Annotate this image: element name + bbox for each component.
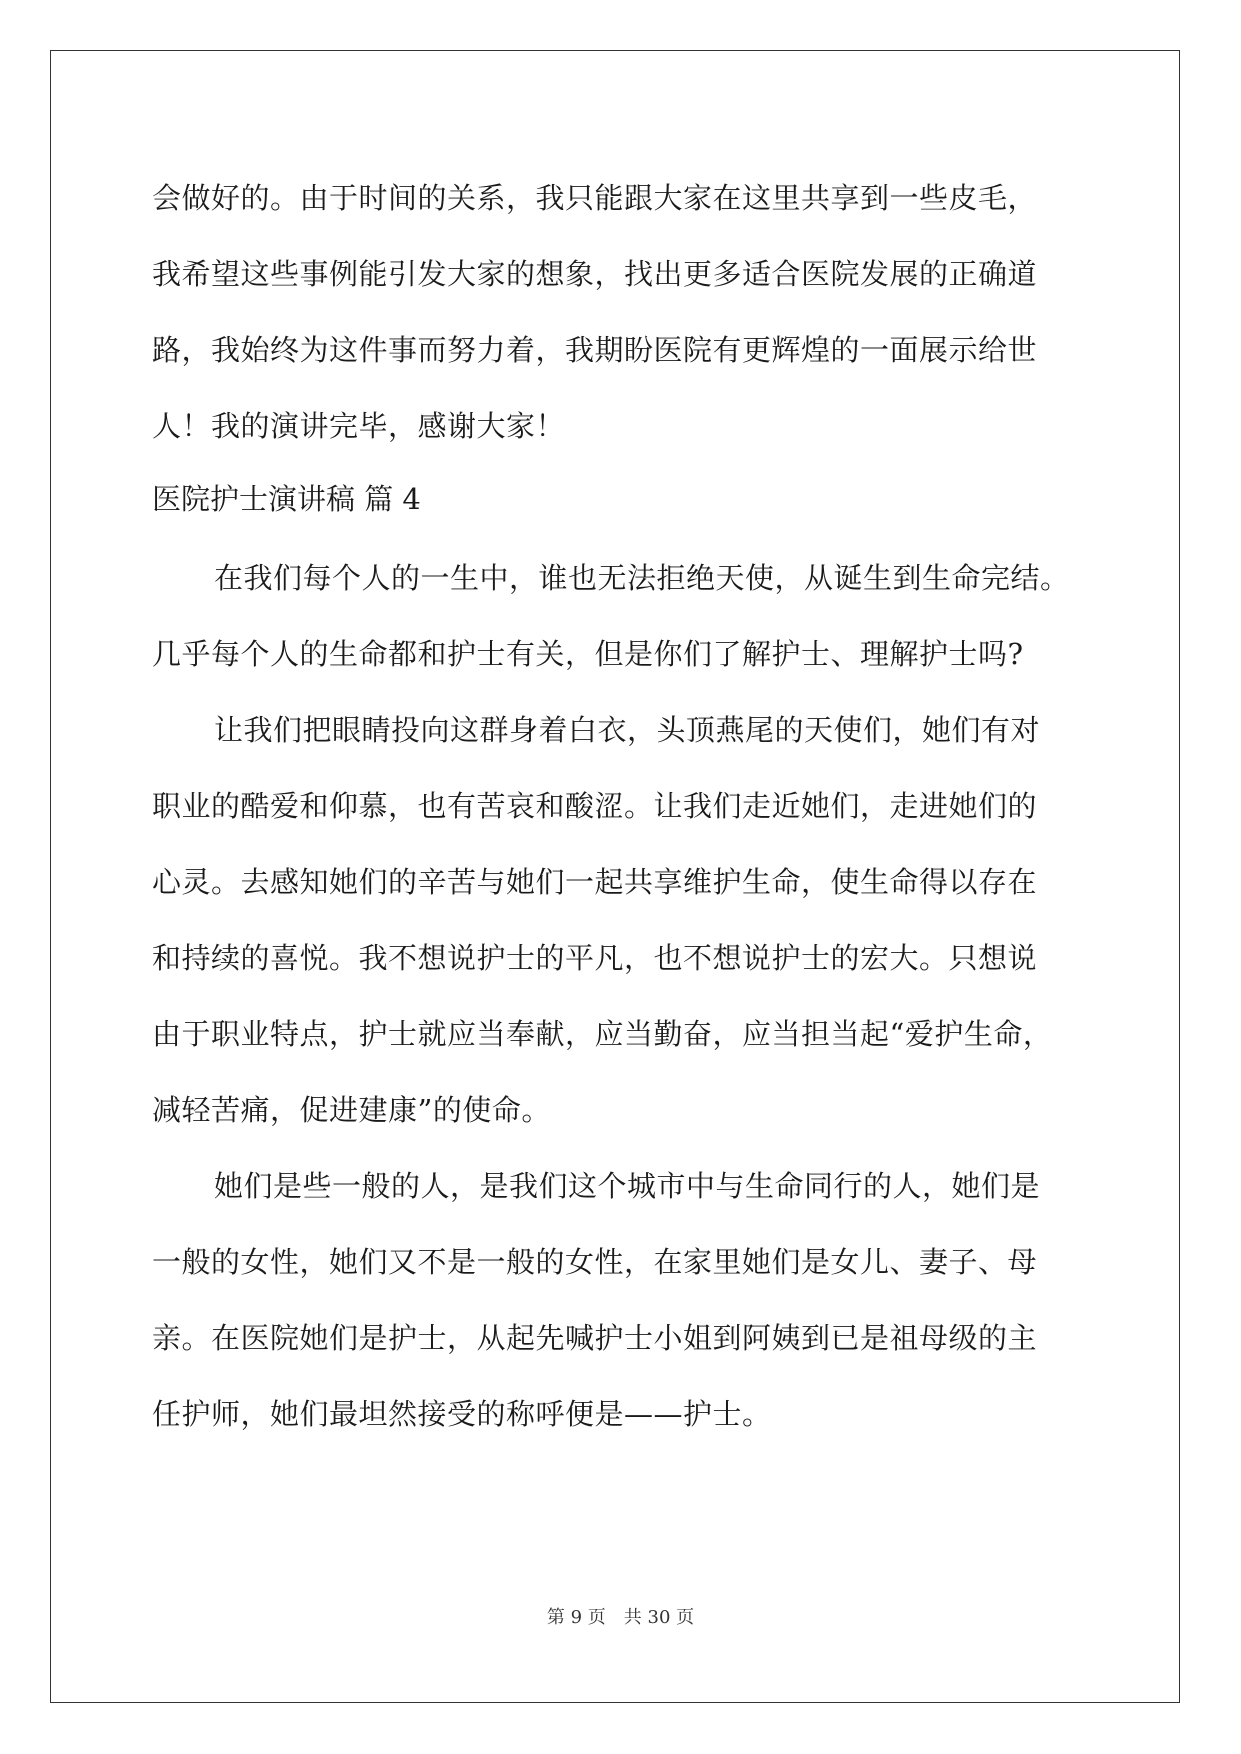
page-number-footer: 第 9 页 共 30 页 <box>546 1607 695 1628</box>
text-line: 让我们把眼睛投向这群身着白衣，头顶燕尾的天使们，她们有对 <box>214 713 1041 747</box>
text-line: 减轻苦痛，促进建康”的使命。 <box>152 1093 551 1127</box>
text-line: 职业的酷爱和仰慕，也有苦哀和酸涩。让我们走近她们，走进她们的 <box>152 789 1038 823</box>
text-line: 人！我的演讲完毕，感谢大家！ <box>152 409 566 443</box>
text-line: 在我们每个人的一生中，谁也无法拒绝天使，从诞生到生命完结。 <box>214 561 1070 595</box>
paragraph-1 <box>152 540 1092 692</box>
paragraph-2 <box>152 692 1092 1148</box>
text-line: 心灵。去感知她们的辛苦与她们一起共享维护生命，使生命得以存在 <box>152 865 1038 899</box>
document-body <box>152 160 1092 1452</box>
paragraph-3 <box>152 1148 1092 1452</box>
text-line: 会做好的。由于时间的关系，我只能跟大家在这里共享到一些皮毛， <box>152 181 1038 215</box>
section-title: 医院护士演讲稿 篇 4 <box>152 482 421 516</box>
text-line: 一般的女性，她们又不是一般的女性，在家里她们是女儿、妻子、母 <box>152 1245 1038 1279</box>
text-line: 任护师，她们最坦然接受的称呼便是——护士。 <box>152 1397 772 1431</box>
text-line: 几乎每个人的生命都和护士有关，但是你们了解护士、理解护士吗? <box>152 637 1024 671</box>
text-line: 她们是些一般的人，是我们这个城市中与生命同行的人，她们是 <box>214 1169 1041 1203</box>
text-line: 和持续的喜悦。我不想说护士的平凡，也不想说护士的宏大。只想说 <box>152 941 1038 975</box>
text-line: 我希望这些事例能引发大家的想象，找出更多适合医院发展的正确道 <box>152 257 1038 291</box>
text-line: 路，我始终为这件事而努力着，我期盼医院有更辉煌的一面展示给世 <box>152 333 1038 367</box>
paragraph-continuation <box>152 160 1092 464</box>
text-line: 亲。在医院她们是护士，从起先喊护士小姐到阿姨到已是祖母级的主 <box>152 1321 1038 1355</box>
text-line: 由于职业特点，护士就应当奉献，应当勤奋，应当担当起“爱护生命， <box>152 1017 1053 1051</box>
